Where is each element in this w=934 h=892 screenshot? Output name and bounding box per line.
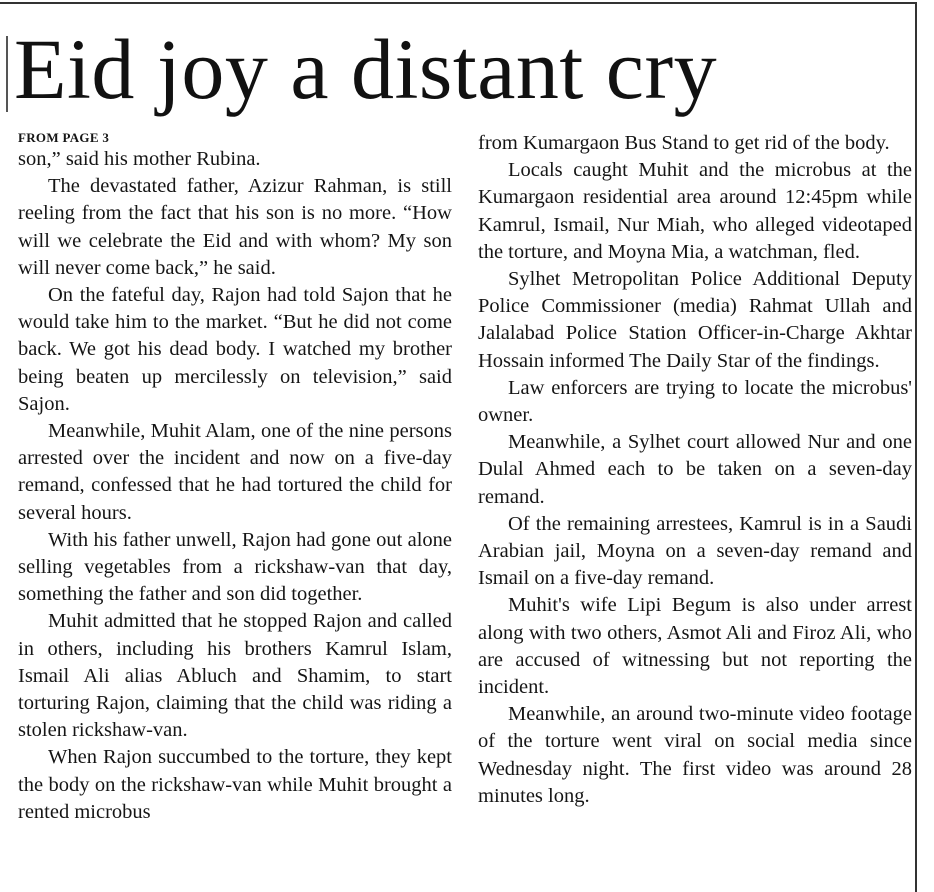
article-column-right <box>478 130 912 810</box>
headline-side-rule <box>6 36 8 112</box>
paragraph: Muhit admitted that he stopped Rajon and called in others, including his brothers Kamrul Islam, Ismail Ali alias Abluch and Shamim, to start torturing Rajon, claiming that the child was riding a stolen rickshaw-van. <box>18 610 452 742</box>
paragraph: Meanwhile, an around two-minute video footage of the torture went viral on social media since Wednesday night. The first video was around 28 minutes long. <box>478 703 912 807</box>
paragraph: On the fateful day, Rajon had told Sajon that he would take him to the market. “But he did not come back. We got his dead body. I watched my brother being beaten up mercilessly on television,” said Sajon. <box>18 284 452 415</box>
paragraph: son,” said his mother Rubina. <box>18 148 261 170</box>
top-border-rule <box>0 2 915 4</box>
paragraph: The devastated father, Azizur Rahman, is still reeling from the fact that his son is no more. “How will we celebrate the Eid and with whom? My son will never come back,” he said. <box>18 175 452 279</box>
paragraph: Muhit's wife Lipi Begum is also under arrest along with two others, Asmot Ali and Firoz Ali, who are accused of witnessing but not reporting the incident. <box>478 594 912 699</box>
paragraph: With his father unwell, Rajon had gone out alone selling vegetables from a rickshaw-van that day, something the father and son did together. <box>18 528 452 606</box>
paragraph: Of the remaining arrestees, Kamrul is in a Saudi Arabian jail, Moyna on a seven-day remand and Ismail on a five-day remand. <box>478 512 912 590</box>
paragraph: Meanwhile, a Sylhet court allowed Nur and one Dulal Ahmed each to be taken on a seven-day remand. <box>478 431 912 508</box>
headline: Eid joy a distant cry <box>14 21 718 117</box>
paragraph: from Kumargaon Bus Stand to get rid of the body. <box>478 132 890 154</box>
right-border-rule <box>915 2 917 892</box>
jump-kicker: FROM PAGE 3 <box>18 130 110 145</box>
paragraph: Law enforcers are trying to locate the microbus' owner. <box>478 376 912 427</box>
article-column-left <box>18 130 452 826</box>
paragraph: Meanwhile, Muhit Alam, one of the nine persons arrested over the incident and now on a five-day remand, confessed that he had tortured the child for several hours. <box>18 420 452 524</box>
paragraph: Locals caught Muhit and the microbus at the Kumargaon residential area around 12:45pm while Kamrul, Ismail, Nur Miah, who alleged videotaped the torture, and Moyna Mia, a watchman, fled. <box>478 159 912 263</box>
paragraph: Sylhet Metropolitan Police Additional Deputy Police Commissioner (media) Rahmat Ullah and Jalalabad Police Station Officer-in-Charge Akhtar Hossain informed The Daily Star of the findings. <box>478 268 912 372</box>
paragraph: When Rajon succumbed to the torture, they kept the body on the rickshaw-van while Muhit brought a rented microbus <box>18 746 452 823</box>
